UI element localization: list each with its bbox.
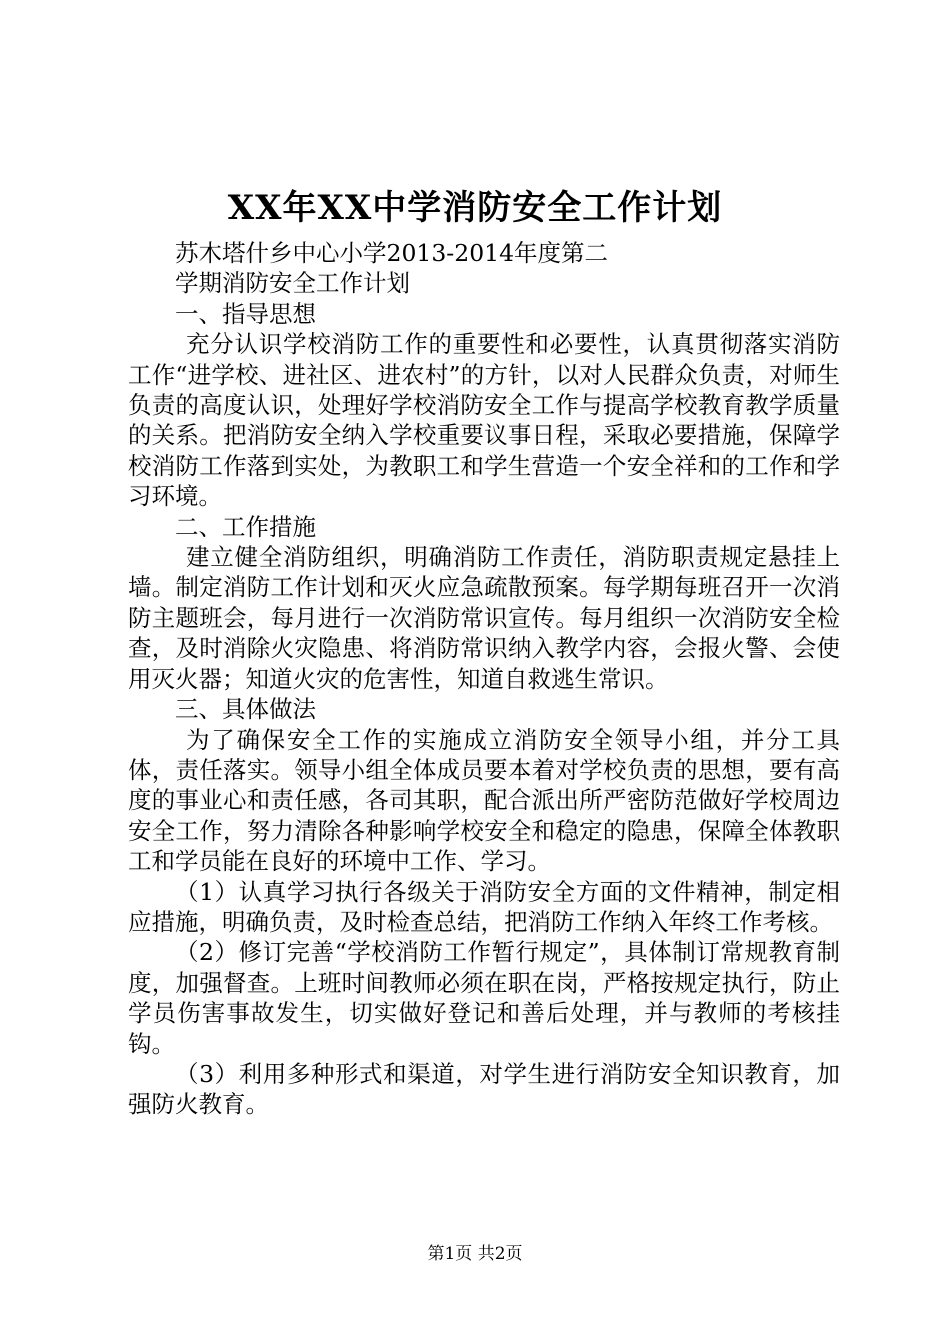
paragraph-guiding-ideology: 充分认识学校消防工作的重要性和必要性，认真贯彻落实消防工作“进学校、进社区、进农村”的方针，以对人民群众负责，对师生负责的高度认识，处理好学校消防安全工作与提高学校教育教学质量的关系。把消防安全纳入学校重要议事日程，采取必要措施，保障学校消防工作落到实处，为教职工和学生营造一个安全祥和的工作和学习环境。: [128, 330, 840, 511]
list-item-1: （1）认真学习执行各级关于消防安全方面的文件精神，制定相应措施，明确负责，及时检查总结，把消防工作纳入年终工作考核。: [128, 877, 840, 936]
paragraph-specific-practices: 为了确保安全工作的实施成立消防安全领导小组，并分工具体，责任落实。领导小组全体成员要本着对学校负责的思想，要有高度的事业心和责任感，各司其职，配合派出所严密防范做好学校周边安全工作，努力清除各种影响学校安全和稳定的隐患，保障全体教职工和学员能在良好的环境中工作、学习。: [128, 725, 840, 876]
page-footer: 第1页 共2页: [427, 1244, 523, 1264]
paragraph-work-measures: 建立健全消防组织，明确消防工作责任，消防职责规定悬挂上墙。制定消防工作计划和灭火应急疏散预案。每学期每班召开一次消防主题班会，每月进行一次消防常识宣传。每月组织一次消防安全检查，及时消除火灾隐患、将消防常识纳入教学内容，会报火警、会使用灭火器；知道火灾的危害性，知道自救逃生常识。: [128, 543, 840, 693]
section-heading-guiding-ideology: 一、指导思想: [175, 299, 316, 328]
document-body: [128, 238, 840, 1120]
subtitle-line-1: 苏木塔什乡中心小学2013-2014年度第二: [175, 239, 609, 267]
list-item-3: （3）利用多种形式和渠道，对学生进行消防安全知识教育，加强防火教育。: [128, 1059, 840, 1119]
subtitle-line-2: 学期消防安全工作计划: [175, 269, 410, 298]
document-title: XX年XX中学消防安全工作计划: [227, 188, 723, 228]
section-heading-specific-practices: 三、具体做法: [175, 695, 316, 724]
list-item-2: （2）修订完善“学校消防工作暂行规定”，具体制订常规教育制度，加强督查。上班时间教师必须在职在岗，严格按规定执行，防止学员伤害事故发生，切实做好登记和善后处理，并与教师的考核挂钩。: [128, 938, 840, 1058]
section-heading-work-measures: 二、工作措施: [175, 512, 316, 541]
